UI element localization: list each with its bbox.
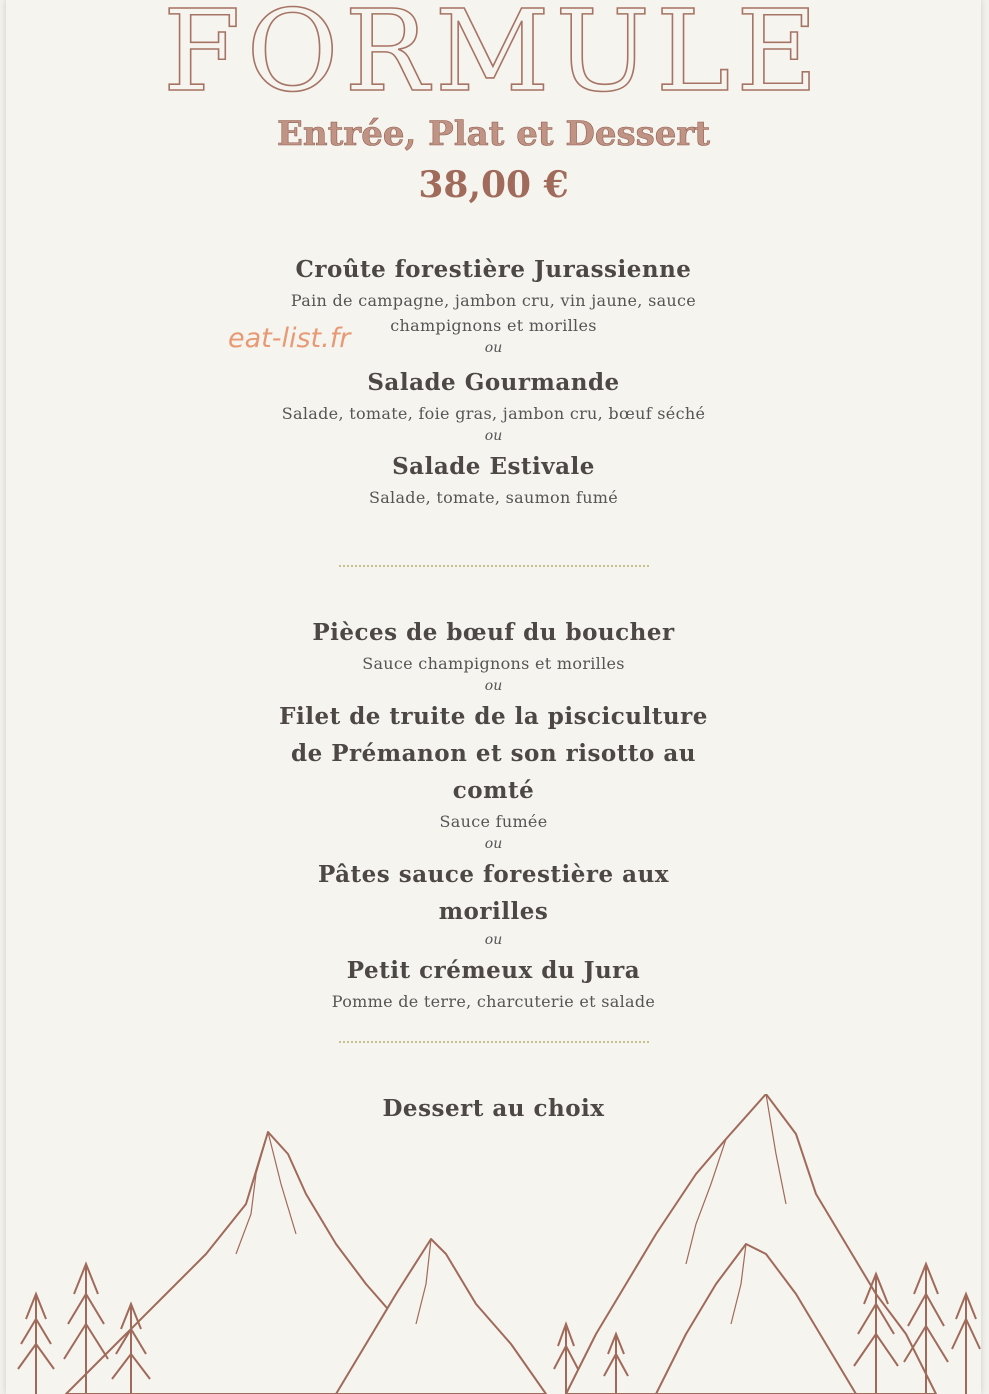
menu-price: 38,00 € — [418, 164, 569, 206]
dish-description: Salade, tomate, saumon fumé — [368, 488, 619, 507]
dish-name: Salade Estivale — [392, 453, 595, 480]
dish-description: Sauce fumée — [439, 812, 548, 831]
dotted-divider — [339, 565, 649, 567]
dish-name: Filet de truite de la pisciculture — [279, 703, 708, 730]
dish-description: Salade, tomate, foie gras, jambon cru, bœuf séché — [281, 404, 706, 423]
menu-title: FORMULE — [162, 0, 825, 117]
dish-name: comté — [452, 777, 535, 804]
tree — [18, 1294, 54, 1394]
dish-name: morilles — [438, 898, 549, 925]
dish-name: Pâtes sauce forestière aux — [317, 861, 670, 888]
dish-description: champignons et morilles — [390, 316, 597, 335]
dish-description: Sauce champignons et morilles — [362, 654, 625, 673]
mountains-illustration — [6, 1094, 981, 1394]
menu-page — [6, 0, 981, 1394]
or-separator: ou — [484, 340, 503, 356]
tree — [952, 1294, 980, 1394]
dish-name: Salade Gourmande — [367, 369, 620, 396]
dish-description: Pain de campagne, jambon cru, vin jaune, sauce — [290, 291, 697, 310]
dish-name: Croûte forestière Jurassienne — [295, 256, 692, 283]
or-separator: ou — [484, 932, 503, 948]
or-separator: ou — [484, 428, 503, 444]
section-divider — [6, 1041, 981, 1043]
dish-name: de Prémanon et son risotto au — [291, 740, 696, 767]
dotted-divider — [339, 1041, 649, 1043]
menu-subtitle: Entrée, Plat et Dessert — [276, 114, 711, 154]
dish-name: Dessert au choix — [382, 1095, 605, 1122]
entrees-section — [6, 251, 981, 510]
dish-name: Petit crémeux du Jura — [346, 957, 641, 984]
watermark: eat-list.fr — [228, 323, 351, 354]
section-divider — [6, 565, 981, 567]
dish-description: Pomme de terre, charcuterie et salade — [331, 992, 656, 1011]
dish-name: Pièces de bœuf du boucher — [312, 619, 675, 646]
or-separator: ou — [484, 836, 503, 852]
plats-section — [6, 614, 981, 1014]
or-separator: ou — [484, 678, 503, 694]
